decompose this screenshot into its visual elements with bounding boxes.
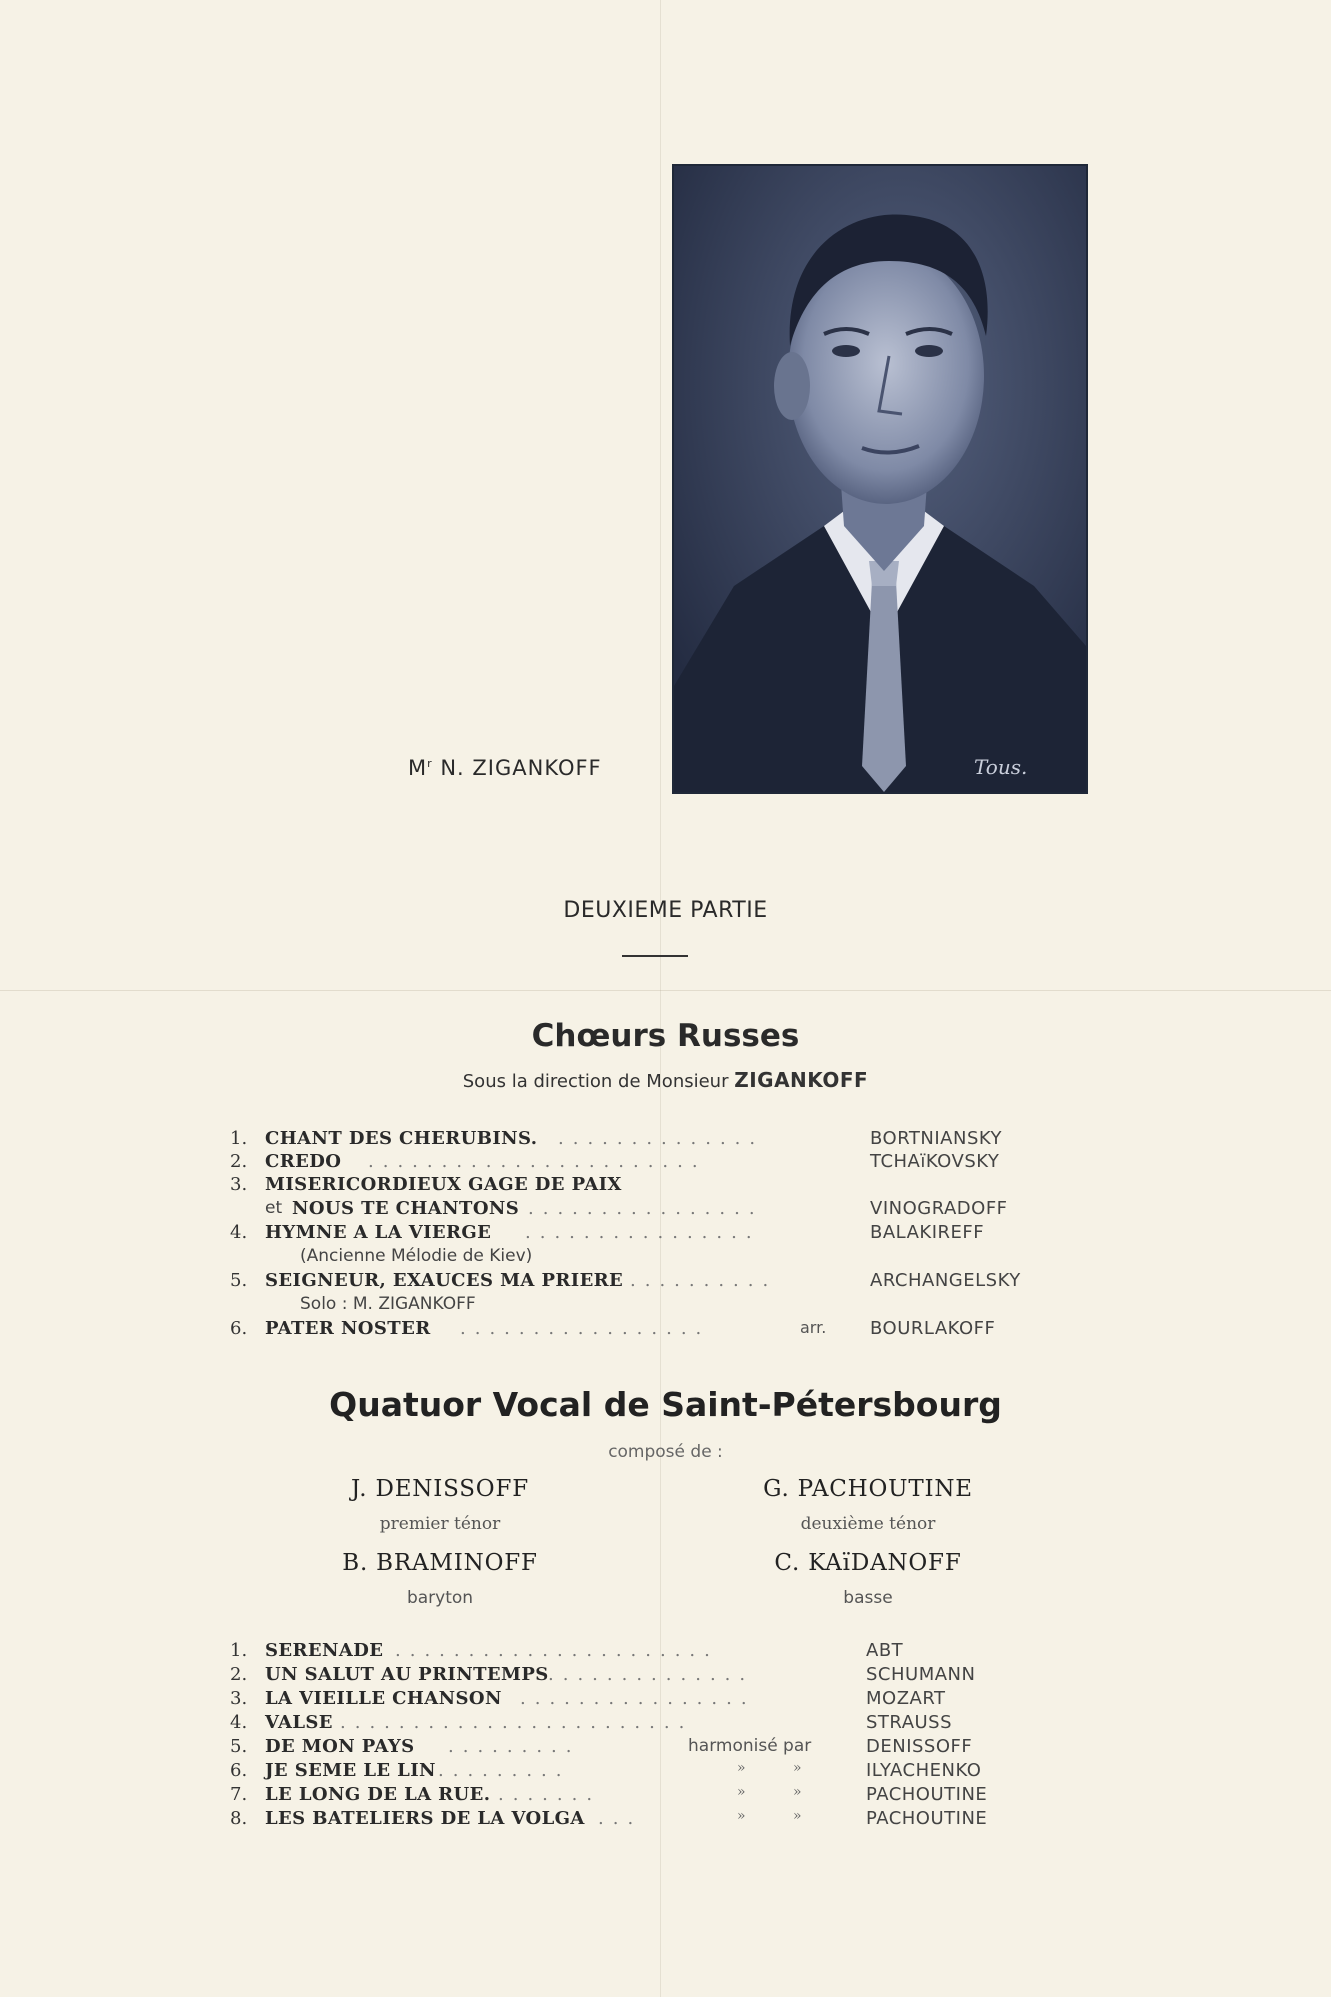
item-number: 5. — [230, 1270, 248, 1291]
item-composer: PACHOUTINE — [866, 1808, 988, 1829]
item-composer: MOZART — [866, 1688, 946, 1709]
dot-leader: ................. — [460, 1318, 711, 1339]
quatuor-item — [0, 1736, 1331, 1760]
item-title: DE MON PAYS — [265, 1736, 415, 1757]
member-role: premier ténor — [379, 1514, 501, 1534]
quatuor-item — [0, 1784, 1331, 1808]
item-line2-prefix: et — [265, 1198, 283, 1218]
ditto-mark: » — [737, 1808, 746, 1824]
ditto-mark: » — [793, 1760, 802, 1776]
item-composer: DENISSOFF — [866, 1736, 973, 1757]
choeurs-item — [0, 1270, 1331, 1294]
choeurs-subtitle — [0, 1068, 1331, 1092]
dot-leader: ................ — [525, 1222, 761, 1243]
part-title: DEUXIEME PARTIE — [563, 898, 768, 923]
item-title: UN SALUT AU PRINTEMPS — [265, 1664, 549, 1685]
member-kaidanoff — [718, 1550, 1018, 1608]
choeurs-item-note — [0, 1294, 1331, 1318]
item-number: 2. — [230, 1151, 248, 1172]
item-title: LA VIEILLE CHANSON — [265, 1688, 502, 1709]
item-title: LES BATELIERS DE LA VOLGA — [265, 1808, 585, 1829]
dot-leader: ....... — [498, 1784, 602, 1805]
dot-leader: ........................ — [340, 1712, 694, 1733]
dot-leader: ................ — [528, 1198, 764, 1219]
choeurs-title: Chœurs Russes — [531, 1018, 800, 1054]
item-composer: BALAKIREFF — [870, 1222, 985, 1243]
fold-line-horizontal — [0, 990, 1331, 991]
quatuor-item — [0, 1808, 1331, 1832]
item-title: PATER NOSTER — [265, 1318, 431, 1339]
quatuor-compose-label: composé de : — [608, 1442, 723, 1462]
caption-title-sup: r — [427, 757, 433, 770]
portrait-illustration — [674, 166, 1086, 792]
ditto-mark: » — [737, 1784, 746, 1800]
quatuor-item — [0, 1664, 1331, 1688]
item-number: 4. — [230, 1712, 248, 1733]
choeurs-item — [0, 1151, 1331, 1175]
item-composer: ARCHANGELSKY — [870, 1270, 1021, 1291]
item-composer: STRAUSS — [866, 1712, 953, 1733]
choeurs-subtitle-prefix: Sous la direction de Monsieur — [462, 1071, 735, 1092]
item-number: 5. — [230, 1736, 248, 1757]
item-composer: BORTNIANSKY — [870, 1128, 1003, 1149]
item-title: CHANT DES CHERUBINS. — [265, 1128, 538, 1149]
item-composer: VINOGRADOFF — [870, 1198, 1008, 1219]
item-title: VALSE — [265, 1712, 333, 1733]
dot-leader: ... — [598, 1808, 643, 1829]
choeurs-item — [0, 1222, 1331, 1246]
member-name: J. DENISSOFF — [351, 1476, 529, 1502]
item-line2-title: NOUS TE CHANTONS — [292, 1198, 520, 1219]
ditto-mark: » — [793, 1784, 802, 1800]
ditto-mark: » — [793, 1808, 802, 1824]
choeurs-item-note — [0, 1246, 1331, 1270]
portrait-photo — [672, 164, 1088, 794]
item-number: 1. — [230, 1640, 248, 1661]
item-composer: BOURLAKOFF — [870, 1318, 996, 1339]
member-role: deuxième ténor — [800, 1514, 936, 1534]
item-note: (Ancienne Mélodie de Kiev) — [300, 1246, 533, 1266]
item-number: 1. — [230, 1128, 248, 1149]
item-number: 6. — [230, 1760, 248, 1781]
member-role: basse — [843, 1588, 893, 1608]
item-number: 3. — [230, 1174, 248, 1195]
member-name: C. KAïDANOFF — [774, 1550, 962, 1576]
dot-leader: ...................... — [395, 1640, 719, 1661]
dot-leader: ................ — [520, 1688, 756, 1709]
portrait-caption — [408, 756, 602, 780]
dot-leader: .............. — [548, 1664, 755, 1685]
dot-leader: .......... — [630, 1270, 778, 1291]
quatuor-item — [0, 1760, 1331, 1784]
member-denissoff — [290, 1476, 590, 1534]
item-composer: SCHUMANN — [866, 1664, 976, 1685]
item-number: 6. — [230, 1318, 248, 1339]
choeurs-item-continuation — [0, 1198, 1331, 1222]
item-title: MISERICORDIEUX GAGE DE PAIX — [265, 1174, 622, 1195]
item-title: HYMNE A LA VIERGE — [265, 1222, 492, 1243]
item-composer: ABT — [866, 1640, 904, 1661]
item-number: 8. — [230, 1808, 248, 1829]
item-arranger-label: arr. — [800, 1318, 827, 1337]
choeurs-subtitle-name: ZIGANKOFF — [734, 1068, 869, 1092]
item-number: 7. — [230, 1784, 248, 1805]
quatuor-title: Quatuor Vocal de Saint-Pétersbourg — [329, 1385, 1002, 1424]
choeurs-item — [0, 1174, 1331, 1198]
item-title: SEIGNEUR, EXAUCES MA PRIERE — [265, 1270, 624, 1291]
choeurs-item — [0, 1318, 1331, 1342]
dot-leader: .............. — [558, 1128, 765, 1149]
member-name: G. PACHOUTINE — [763, 1476, 973, 1502]
member-role: baryton — [406, 1588, 474, 1608]
dot-leader: ....................... — [368, 1151, 707, 1172]
member-pachoutine — [718, 1476, 1018, 1534]
photo-signature: Tous. — [974, 755, 1028, 779]
item-number: 3. — [230, 1688, 248, 1709]
item-note: Solo : M. ZIGANKOFF — [300, 1294, 476, 1314]
item-composer: TCHAïKOVSKY — [870, 1151, 1000, 1172]
quatuor-item — [0, 1640, 1331, 1664]
ditto-mark: » — [737, 1760, 746, 1776]
item-number: 4. — [230, 1222, 248, 1243]
dot-leader: ......... — [438, 1760, 571, 1781]
quatuor-item — [0, 1712, 1331, 1736]
caption-name: N. ZIGANKOFF — [440, 756, 602, 780]
member-name: B. BRAMINOFF — [342, 1550, 538, 1576]
part-title-rule — [622, 955, 688, 957]
member-braminoff — [290, 1550, 590, 1608]
dot-leader: ......... — [448, 1736, 581, 1757]
item-number: 2. — [230, 1664, 248, 1685]
item-title: JE SEME LE LIN — [265, 1760, 436, 1781]
item-composer: PACHOUTINE — [866, 1784, 988, 1805]
harmonise-label: harmonisé par — [688, 1736, 812, 1756]
item-title: SERENADE — [265, 1640, 384, 1661]
item-composer: ILYACHENKO — [866, 1760, 982, 1781]
quatuor-item — [0, 1688, 1331, 1712]
caption-title: M — [408, 756, 428, 780]
item-title: CREDO — [265, 1151, 342, 1172]
item-title: LE LONG DE LA RUE. — [265, 1784, 491, 1805]
choeurs-item — [0, 1128, 1331, 1152]
